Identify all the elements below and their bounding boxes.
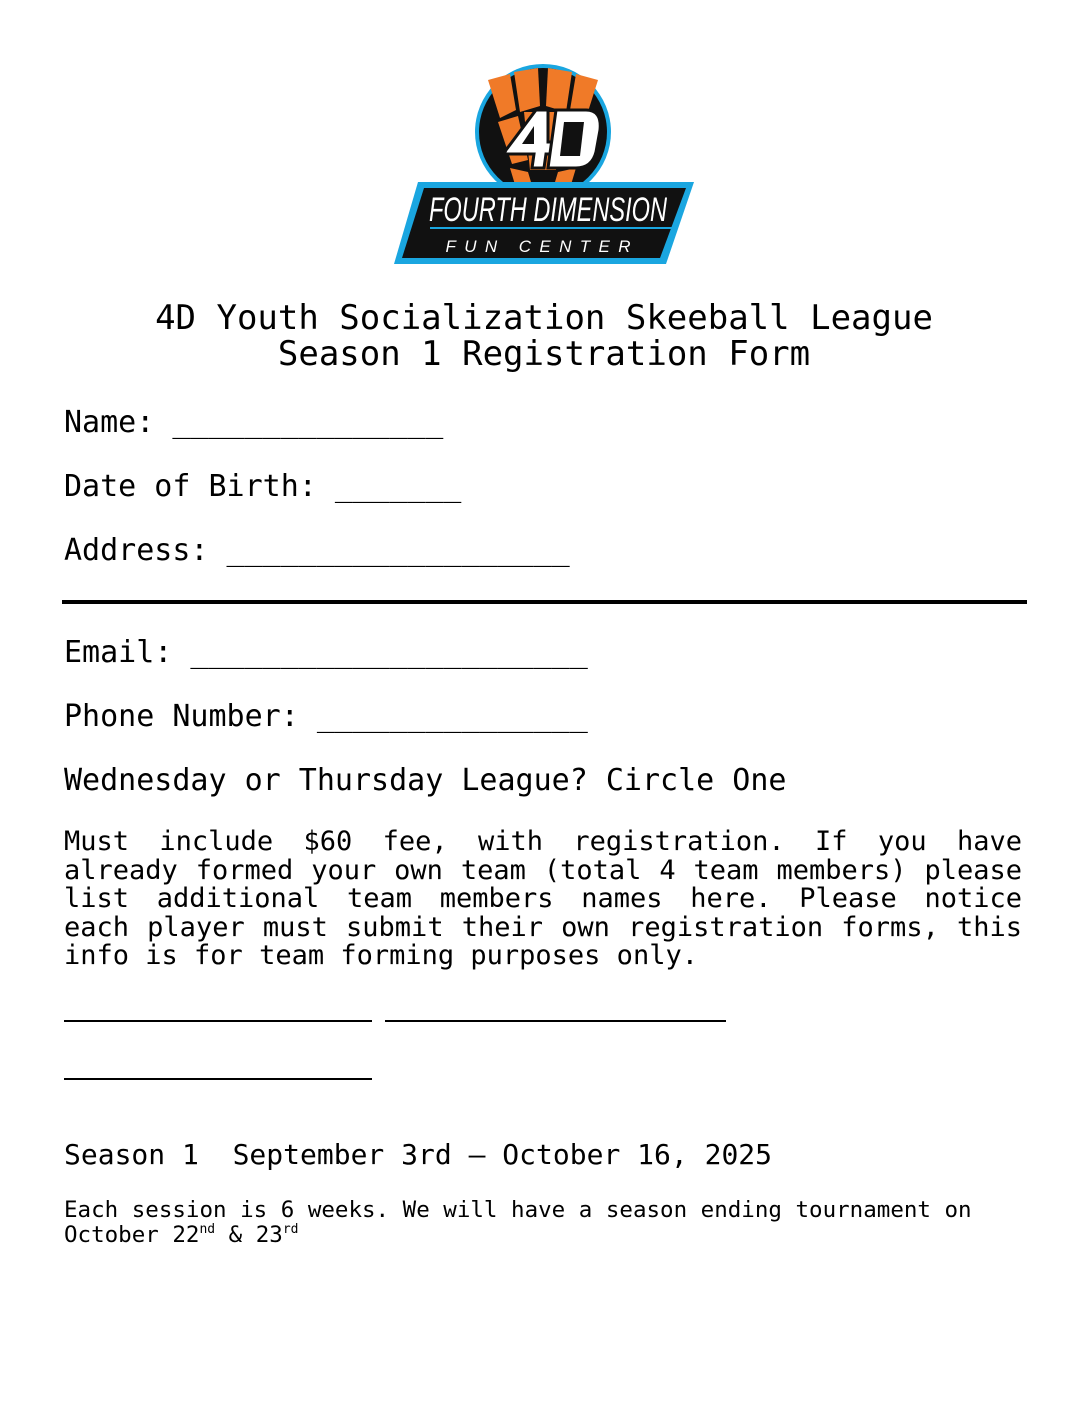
league-choice-question: Wednesday or Thursday League? Circle One: [64, 763, 787, 798]
fourth-dimension-logo: [388, 60, 700, 270]
email-field: Email: ______________________: [64, 635, 588, 670]
fee-and-team-instructions: Must include $60 fee, with registration. If you have already formed your own team (total 4 team members) please list additional team members names here. Please notice each player must submit their own registration forms, this info is for team forming purposes only.: [64, 826, 1022, 972]
date-of-birth-field: Date of Birth: _______: [64, 469, 462, 504]
session-note: [64, 1198, 1024, 1248]
address-field: Address: ___________________: [64, 533, 570, 568]
team-member-line-2: [385, 1020, 726, 1022]
ordinal-nd: nd: [199, 1222, 216, 1237]
team-member-line-1: [64, 1020, 372, 1022]
form-subtitle: Season 1 Registration Form: [277, 334, 811, 374]
logo-tagline: FUN CENTER: [445, 237, 631, 256]
team-member-line-3: [64, 1078, 372, 1080]
session-note-text: Each session is 6 weeks. We will have a season ending tournament on October 22: [64, 1197, 972, 1248]
name-field: Name: _______________: [64, 405, 444, 440]
logo-wordmark: FOURTH DIMENSION: [429, 191, 668, 229]
season-dates: Season 1 September 3rd – October 16, 2025: [64, 1138, 773, 1171]
session-note-amp: & 23: [215, 1222, 283, 1248]
address-continuation-line: [62, 600, 1027, 604]
ordinal-rd: rd: [282, 1222, 299, 1237]
form-title: 4D Youth Socialization Skeeball League: [155, 298, 933, 338]
phone-number-field: Phone Number: _______________: [64, 699, 588, 734]
